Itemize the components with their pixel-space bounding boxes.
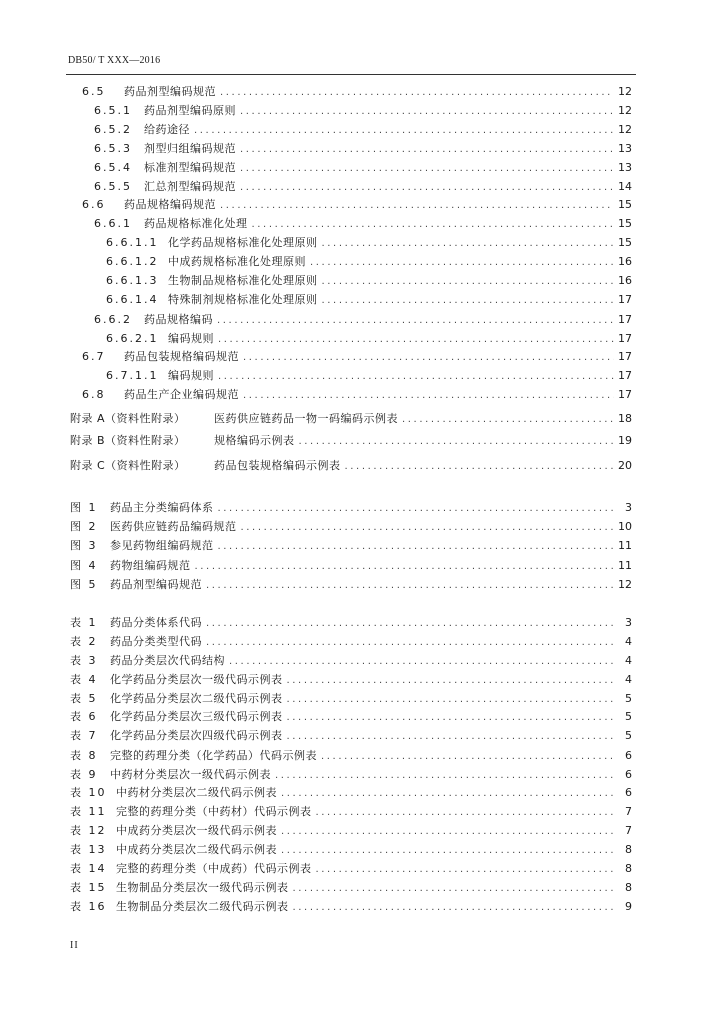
toc-entry[interactable] [106,273,632,289]
toc-entry-title: 参见药物组编码规范 [110,539,214,552]
toc-entry-number: 6.5.1 [94,104,132,117]
toc-leader-dots [195,559,615,575]
toc-entry[interactable] [70,672,632,688]
toc-entry-title: 药品规格编码 [144,313,213,326]
toc-entry[interactable] [70,767,632,783]
toc-entry[interactable] [70,433,632,449]
toc-leader-dots [287,692,615,708]
toc-entry-title: 生物制品规格标准化处理原则 [168,274,318,287]
toc-leader-dots [287,729,615,745]
toc-entry-page: 17 [618,332,632,345]
toc-entry-number: 6.8 [82,388,106,401]
toc-entry-title: 药品分类类型代码 [110,635,202,648]
toc-entry-title: 完整的药理分类（中药材）代码示例表 [116,805,312,818]
toc-entry[interactable] [70,709,632,725]
toc-entry-number: 6.6.1.4 [106,293,159,306]
toc-entry-page: 5 [625,729,632,742]
toc-entry-title: 药品规格编码规范 [124,198,216,211]
toc-entry-page: 8 [625,881,632,894]
toc-entry-title: 化学药品规格标准化处理原则 [168,236,318,249]
toc-leader-dots [310,255,614,271]
toc-leader-dots [240,104,614,120]
toc-entry-title: 特殊制剂规格标准化处理原则 [168,293,318,306]
toc-entry-number: 6.6.1.2 [106,255,159,268]
toc-entry-number: 表 3 [70,654,98,667]
toc-entry-number: 表 2 [70,635,98,648]
toc-entry-page: 10 [618,520,632,533]
toc-entry[interactable] [70,804,632,820]
toc-entry-title: 中药材分类层次一级代码示例表 [110,768,271,781]
toc-entry-page: 13 [618,142,632,155]
toc-leader-dots [293,881,615,897]
toc-entry-number: 附录 A（资料性附录） [70,412,186,425]
toc-entry-page: 7 [625,805,632,818]
toc-entry-number: 表 12 [70,824,107,837]
toc-entry[interactable] [70,500,632,516]
toc-entry[interactable] [70,823,632,839]
toc-entry[interactable] [70,785,632,801]
toc-entry-number: 图 4 [70,559,98,572]
toc-leader-dots [321,749,614,765]
toc-entry-title: 医药供应链药品一物一码编码示例表 [214,412,398,425]
toc-entry-number: 6.6.2 [94,313,132,326]
toc-entry-number: 表 14 [70,862,107,875]
toc-entry[interactable] [106,235,632,251]
toc-entry-page: 17 [618,350,632,363]
toc-entry[interactable] [94,141,632,157]
toc-entry[interactable] [94,179,632,195]
toc-entry-number: 表 13 [70,843,107,856]
toc-entry-page: 15 [618,217,632,230]
toc-entry-title: 剂型归组编码规范 [144,142,236,155]
toc-entry-title: 中药材分类层次二级代码示例表 [116,786,277,799]
toc-leader-dots [402,412,614,428]
toc-leader-dots [240,161,614,177]
toc-entry-number: 附录 C（资料性附录） [70,459,186,472]
toc-entry-page: 17 [618,313,632,326]
toc-entry-page: 9 [625,900,632,913]
toc-entry[interactable] [82,197,632,213]
toc-leader-dots [281,843,614,859]
toc-entry-title: 给药途径 [144,123,190,136]
toc-entry[interactable] [106,331,632,347]
toc-entry-title: 药品规格标准化处理 [144,217,248,230]
toc-entry-number: 6.6.1 [94,217,132,230]
toc-entry-page: 17 [618,293,632,306]
toc-entry-number: 表 5 [70,692,98,705]
toc-entry[interactable] [70,634,632,650]
toc-leader-dots [275,768,614,784]
toc-entry[interactable] [70,691,632,707]
toc-entry-title: 编码规则 [168,369,214,382]
toc-entry-title: 化学药品分类层次三级代码示例表 [110,710,283,723]
toc-leader-dots [252,217,615,233]
toc-leader-dots [206,616,614,632]
toc-entry-title: 医药供应链药品编码规范 [110,520,237,533]
toc-entry-page: 15 [618,236,632,249]
header-rule [66,74,636,75]
toc-entry-title: 化学药品分类层次二级代码示例表 [110,692,283,705]
toc-entry[interactable] [70,842,632,858]
toc-entry[interactable] [82,349,632,365]
toc-entry[interactable] [70,519,632,535]
toc-entry-title: 化学药品分类层次一级代码示例表 [110,673,283,686]
toc-entry-number: 6.5.3 [94,142,132,155]
toc-leader-dots [218,369,614,385]
toc-entry-number: 图 1 [70,501,98,514]
toc-leader-dots [240,142,614,158]
toc-entry[interactable] [70,899,632,915]
toc-entry-page: 6 [625,786,632,799]
toc-entry-page: 4 [625,654,632,667]
toc-entry-number: 表 7 [70,729,98,742]
toc-entry-title: 药品包装规格编码示例表 [214,459,341,472]
toc-entry[interactable] [70,880,632,896]
toc-entry[interactable] [70,861,632,877]
toc-entry-page: 12 [618,85,632,98]
toc-entry-number: 图 3 [70,539,98,552]
toc-entry-page: 16 [618,274,632,287]
toc-leader-dots [243,350,614,366]
toc-leader-dots [218,539,615,555]
toc-entry-number: 6.6.1.1 [106,236,159,249]
toc-leader-dots [194,123,614,139]
toc-entry[interactable] [70,615,632,631]
toc-entry-title: 汇总剂型编码规范 [144,180,236,193]
toc-entry-title: 药物组编码规范 [110,559,191,572]
toc-leader-dots [220,85,614,101]
toc-entry-page: 13 [618,161,632,174]
toc-leader-dots [322,293,615,309]
toc-entry[interactable] [106,254,632,270]
toc-leader-dots [217,313,614,329]
toc-leader-dots [243,388,614,404]
toc-leader-dots [206,635,614,651]
toc-leader-dots [287,673,615,689]
toc-entry-title: 药品剂型编码规范 [110,578,202,591]
toc-entry-page: 8 [625,843,632,856]
toc-leader-dots [240,180,614,196]
toc-entry-number: 6.5.2 [94,123,132,136]
toc-entry-page: 4 [625,673,632,686]
toc-entry[interactable] [70,558,632,574]
toc-leader-dots [218,501,615,517]
toc-entry-number: 表 8 [70,749,98,762]
toc-entry-page: 4 [625,635,632,648]
toc-entry-page: 5 [625,710,632,723]
toc-leader-dots [293,900,615,916]
toc-entry-number: 6.5.4 [94,161,132,174]
toc-leader-dots [322,274,615,290]
toc-entry-page: 12 [618,578,632,591]
document-header: DB50/ T XXX—2016 [68,55,161,66]
toc-entry-number: 6.7 [82,350,106,363]
toc-entry-page: 12 [618,104,632,117]
toc-entry-page: 18 [618,412,632,425]
toc-entry[interactable] [106,368,632,384]
toc-leader-dots [299,434,615,450]
toc-entry[interactable] [94,312,632,328]
toc-entry-title: 完整的药理分类（中成药）代码示例表 [116,862,312,875]
toc-entry-number: 6.6.2.1 [106,332,159,345]
toc-entry[interactable] [70,458,632,474]
toc-entry-number: 表 1 [70,616,98,629]
toc-entry-number: 6.5.5 [94,180,132,193]
toc-entry-number: 6.6 [82,198,106,211]
toc-leader-dots [316,805,615,821]
toc-entry-title: 生物制品分类层次二级代码示例表 [116,900,289,913]
toc-entry[interactable] [70,653,632,669]
toc-entry-title: 中成药规格标准化处理原则 [168,255,306,268]
toc-entry[interactable] [94,122,632,138]
toc-entry[interactable] [94,103,632,119]
toc-leader-dots [281,786,614,802]
toc-entry-number: 表 16 [70,900,107,913]
toc-entry-page: 5 [625,692,632,705]
footer-page-number: II [70,940,79,951]
toc-entry-title: 完整的药理分类（化学药品）代码示例表 [110,749,317,762]
toc-entry-title: 标准剂型编码规范 [144,161,236,174]
toc-entry-page: 20 [618,459,632,472]
toc-entry-number: 附录 B（资料性附录） [70,434,186,447]
toc-entry-number: 6.7.1.1 [106,369,159,382]
toc-entry-title: 编码规则 [168,332,214,345]
toc-entry-number: 6.6.1.3 [106,274,159,287]
toc-entry[interactable] [70,748,632,764]
toc-entry-title: 药品剂型编码原则 [144,104,236,117]
toc-leader-dots [316,862,615,878]
toc-entry-page: 12 [618,123,632,136]
toc-entry-title: 化学药品分类层次四级代码示例表 [110,729,283,742]
toc-entry-title: 药品主分类编码体系 [110,501,214,514]
toc-leader-dots [281,824,614,840]
toc-entry-title: 药品分类体系代码 [110,616,202,629]
toc-entry[interactable] [70,538,632,554]
toc-entry-page: 11 [618,559,632,572]
toc-leader-dots [206,578,614,594]
toc-entry-page: 3 [625,616,632,629]
toc-leader-dots [241,520,615,536]
toc-entry-page: 8 [625,862,632,875]
toc-entry-page: 6 [625,768,632,781]
toc-entry[interactable] [70,728,632,744]
toc-entry-page: 16 [618,255,632,268]
toc-entry-title: 药品分类层次代码结构 [110,654,225,667]
toc-entry-title: 药品生产企业编码规范 [124,388,239,401]
toc-leader-dots [229,654,614,670]
toc-entry-number: 表 15 [70,881,107,894]
toc-leader-dots [218,332,614,348]
toc-entry[interactable] [106,292,632,308]
toc-entry-title: 药品剂型编码规范 [124,85,216,98]
toc-entry-title: 药品包装规格编码规范 [124,350,239,363]
toc-entry-number: 图 5 [70,578,98,591]
toc-entry-page: 15 [618,198,632,211]
toc-entry-page: 14 [618,180,632,193]
toc-entry-title: 中成药分类层次一级代码示例表 [116,824,277,837]
toc-leader-dots [322,236,615,252]
toc-entry-number: 图 2 [70,520,98,533]
toc-entry-number: 表 6 [70,710,98,723]
toc-leader-dots [287,710,615,726]
toc-entry[interactable] [70,411,632,427]
toc-entry-title: 规格编码示例表 [214,434,295,447]
toc-entry-title: 中成药分类层次二级代码示例表 [116,843,277,856]
toc-entry-number: 表 9 [70,768,98,781]
toc-entry-page: 7 [625,824,632,837]
toc-entry-number: 6.5 [82,85,106,98]
toc-entry-page: 6 [625,749,632,762]
toc-entry-page: 11 [618,539,632,552]
toc-entry-page: 17 [618,388,632,401]
toc-leader-dots [345,459,615,475]
toc-entry-page: 19 [618,434,632,447]
toc-entry[interactable] [82,84,632,100]
toc-entry-number: 表 10 [70,786,107,799]
toc-entry[interactable] [70,577,632,593]
toc-entry-page: 3 [625,501,632,514]
toc-entry-number: 表 11 [70,805,107,818]
toc-leader-dots [220,198,614,214]
toc-entry[interactable] [82,387,632,403]
toc-entry-title: 生物制品分类层次一级代码示例表 [116,881,289,894]
toc-entry[interactable] [94,160,632,176]
toc-entry-page: 17 [618,369,632,382]
toc-entry-number: 表 4 [70,673,98,686]
toc-entry[interactable] [94,216,632,232]
